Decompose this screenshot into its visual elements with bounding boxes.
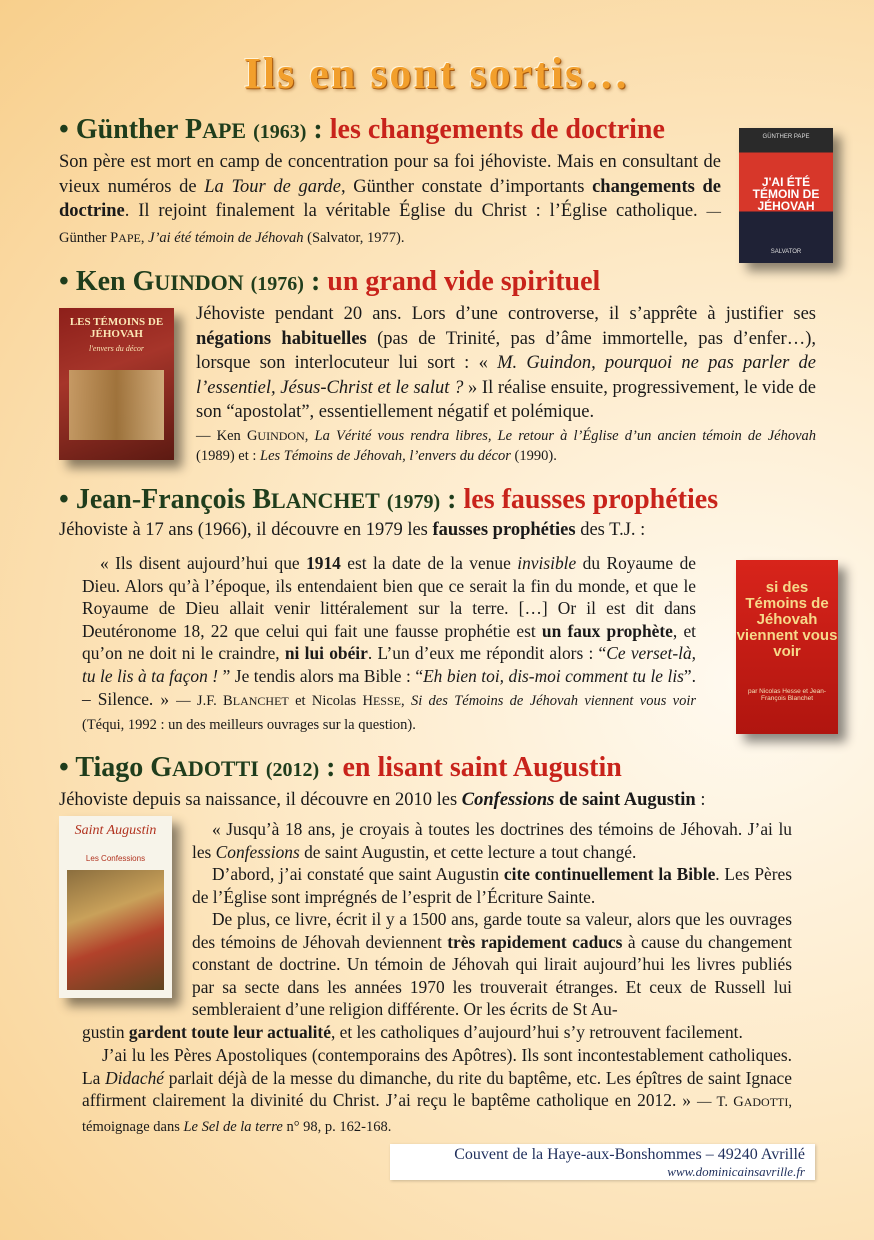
section-topic: en lisant saint Augustin — [342, 752, 622, 783]
book-illustration — [69, 370, 164, 440]
quote-gadotti-3: De plus, ce livre, écrit il y a 1500 ans, garde toute sa valeur, alors que les ouvrages des témoins de Jéhovah deviennent très rapidement caducs à cause du changement constant de doctrine. Un témoin de Jéhovah qui lirait aujourd’hui les livres publiés par sa secte dans les années 1970 les trouverait étranges. Et ceux de Russell lui sembleraient d’une religion différente. Or les écrits de St Au- — [192, 909, 792, 1020]
book-illustration — [67, 870, 164, 990]
book-cover-guindon: LES TÉMOINS DE JÉHOVAH l'envers du décor — [59, 308, 174, 460]
page-title: Ils en sont sortis… — [243, 49, 631, 98]
section-topic: les changements de doctrine — [329, 114, 665, 145]
person-name: Günther PAPE — [75, 114, 247, 145]
person-name: Tiago GADOTTI — [75, 752, 259, 783]
book-cover-augustin: Saint Augustin Les Confessions — [59, 816, 172, 998]
section-heading-pape: • Günther PAPE (1963) : les changements de doctrine — [59, 114, 665, 145]
intro-blanchet: Jéhoviste à 17 ans (1966), il découvre en 1979 les fausses prophéties des T.J. : — [59, 520, 646, 540]
paragraph-pape: Son père est mort en camp de concentration pour sa foi jéhoviste. Mais en consultant de vieux numéros de La Tour de garde, Günther constate d’importants changements de doctrine. Il rejoint finalement la véritable Église du Christ : l’Église catholique. — Günther PAPE, J’ai été témoin de Jéhovah (Salvator, 1977). — [59, 152, 721, 246]
paragraph-guindon: Jéhoviste pendant 20 ans. Lors d’une controverse, il s’apprête à justifier ses négations habituelles (pas de Trinité, pas d’âme immortelle, pas d’enfer…), lorsque son interlocuteur lui sort : « M. Guindon, pourquoi ne pas parler de l’essentiel, Jésus-Christ et le salut ? » Il réalise ensuite, progressivement, le vide de son “apostolat”, essentiellement négatif et polémique. — [196, 304, 817, 422]
section-topic: les fausses prophéties — [463, 484, 719, 515]
book-cover-blanchet: si des Témoins de Jéhovah viennent vous voir par Nicolas Hesse et Jean-François Blanchet — [736, 560, 838, 734]
footer-url[interactable]: www.dominicainsavrille.fr — [667, 1164, 805, 1179]
section-topic: un grand vide spirituel — [327, 266, 601, 297]
person-name: Ken GUINDON — [75, 266, 244, 297]
quote-blanchet: « Ils disent aujourd’hui que 1914 est la date de la venue invisible du Royaume de Dieu. Alors qu’à l’époque, ils entendaient bien que ce serait la fin du monde, et que le Royaume de Dieu allait venir littéralement sur la terre. […] Or il est dit dans Deutéronome 18, 22 que celui qui fait une fausse prophétie est un faux prophète, et qu’on ne doit ni le craindre, ni lui obéir. L’un d’eux me répondit alors : “Ce verset-là, tu le lis à ta façon ! ” Je tendis alors ma Bible : “Eh bien toi, dis-moi comment tu le lis”. – Silence. » — J.F. BLANCHET et Nicolas HESSE, Si des Témoins de Jéhovah viennent vous voir (Téqui, 1992 : un des meilleurs ouvrages sur la question). — [82, 553, 697, 734]
quote-gadotti-2: D’abord, j’ai constaté que saint Augustin cite continuellement la Bible. Les Pères de l’Église sont imprégnés de l’esprit de l’Écriture Sainte. — [192, 864, 792, 907]
intro-gadotti: Jéhoviste depuis sa naissance, il découvre en 2010 les Confessions de saint Augustin : — [59, 790, 706, 810]
quote-gadotti-5: J’ai lu les Pères Apostoliques (contemporains des Apôtres). Ils sont incontestablement catholiques. La Didaché parlait déjà de la messe du dimanche, du rite du baptême, etc. Les épîtres de saint Ignace affirment clairement la divinité du Christ. J’ai reçu le baptême catholique en 2012. » — T. GADOTTI, témoignage dans Le Sel de la terre n° 98, p. 162-168. — [82, 1045, 792, 1135]
section-heading-gadotti: • Tiago GADOTTI (2012) : en lisant saint Augustin — [59, 752, 622, 783]
quote-gadotti-4: gustin gardent toute leur actualité, et les catholiques d’aujourd’hui s’y retrouvent facilement. — [82, 1022, 743, 1042]
book-cover-pape: GÜNTHER PAPE J'AI ÉTÉ TÉMOIN DE JÉHOVAH SALVATOR — [739, 128, 833, 263]
footer-address: Couvent de la Haye-aux-Bonshommes – 49240 Avrillé — [454, 1146, 805, 1163]
source-guindon: — Ken GUINDON, La Vérité vous rendra libres, Le retour à l’Église d’un ancien témoin de Jéhovah (1989) et : Les Témoins de Jéhovah, l’envers du décor (1990). — [196, 428, 817, 464]
footer-box — [390, 1144, 815, 1180]
quote-gadotti-1: « Jusqu’à 18 ans, je croyais à toutes les doctrines des témoins de Jéhovah. J’ai lu les Confessions de saint Augustin, et cette lecture a tout changé. — [192, 819, 792, 862]
person-name: Jean-François BLANCHET — [75, 484, 380, 515]
section-heading-blanchet: • Jean-François BLANCHET (1979) : les fausses prophéties — [59, 484, 719, 515]
section-heading-guindon: • Ken GUINDON (1976) : un grand vide spirituel — [59, 266, 601, 297]
